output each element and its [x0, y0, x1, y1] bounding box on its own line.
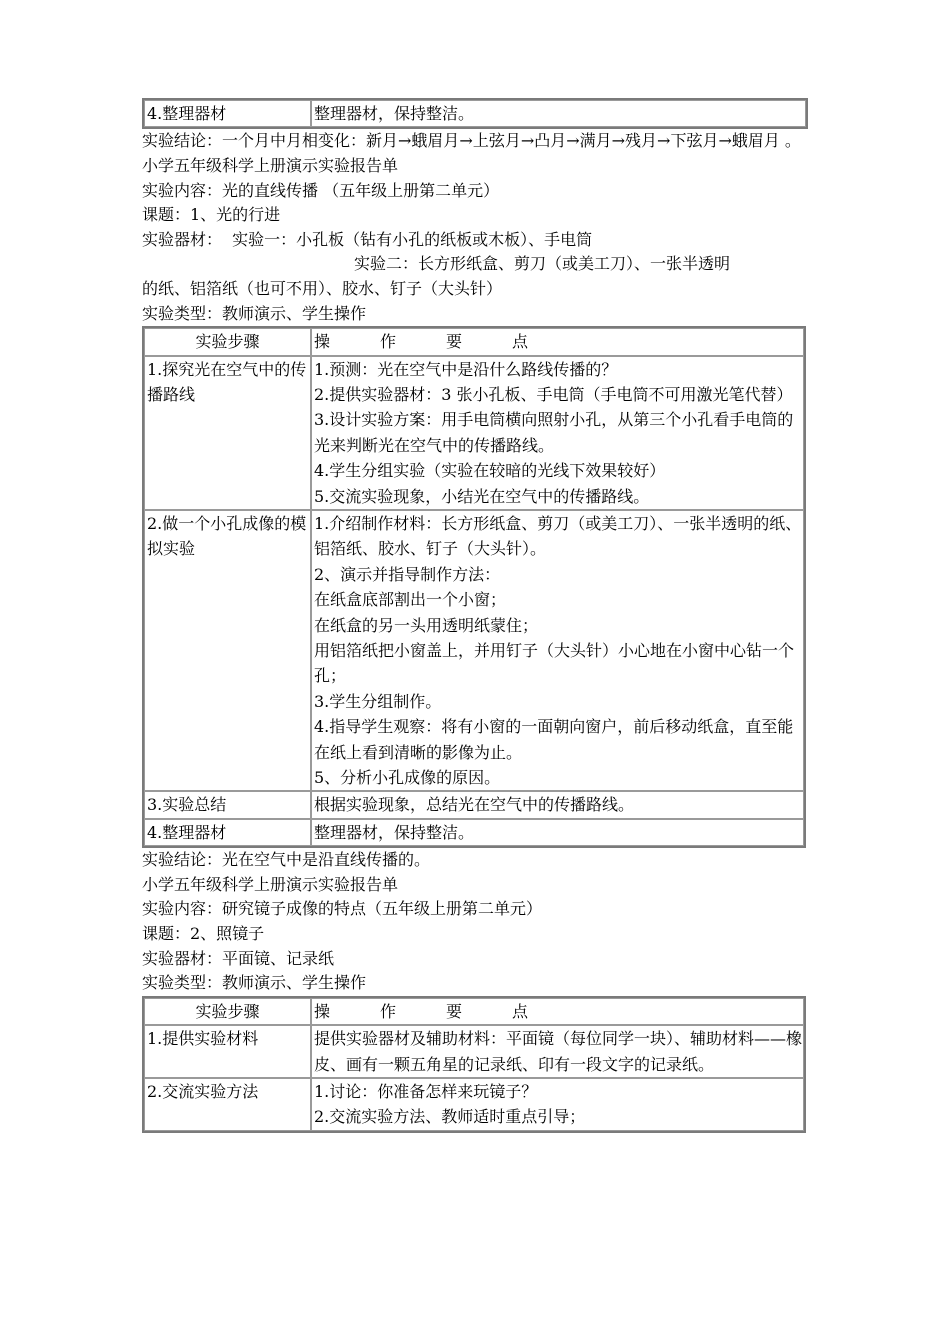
experiment-type: 实验类型：教师演示、学生操作 — [142, 303, 367, 323]
point-line: 2.交流实验方法、教师适时重点引导； — [314, 1107, 586, 1127]
points-cell — [311, 100, 806, 127]
header-steps: 实验步骤 — [144, 328, 311, 355]
step-cell: 4.整理器材 — [144, 819, 311, 846]
point-line: 整理器材，保持整洁。 — [314, 104, 475, 123]
points-cell — [311, 791, 804, 818]
point-line: 2、演示并指导制作方法： — [314, 564, 501, 584]
conclusion-text: 实验结论：一个月中月相变化：新月→蛾眉月→上弦月→凸月→满月→残月→下弦月→蛾眉月 。 — [142, 131, 801, 151]
document-page — [142, 98, 808, 1133]
header-char: 点 — [512, 1001, 529, 1021]
header-char: 要 — [446, 332, 463, 352]
point-line: 1.介绍制作材料：长方形纸盒、剪刀（或美工刀）、一张半透明的纸、铝箔纸、胶水、钉子（大头针）。 — [314, 514, 802, 559]
point-line: 3.学生分组制作。 — [314, 691, 442, 711]
equipment-line-1: 实验器材： 实验一：小孔板（钻有小孔的纸板或木板）、手电筒 — [142, 229, 593, 249]
points-cell — [311, 819, 804, 846]
header-char: 操 — [314, 332, 331, 352]
header-char: 点 — [512, 332, 529, 352]
point-line: 整理器材，保持整洁。 — [314, 822, 475, 842]
step-cell: 1.提供实验材料 — [144, 1025, 311, 1078]
point-line: 5、分析小孔成像的原因。 — [314, 768, 501, 788]
points-cell — [311, 510, 804, 791]
header-char: 作 — [380, 332, 397, 352]
header-char: 操 — [314, 1001, 331, 1021]
point-line: 1.讨论：你准备怎样来玩镜子？ — [314, 1082, 538, 1102]
step-cell: 2.做一个小孔成像的模拟实验 — [144, 510, 311, 791]
conclusion-text: 实验结论：光在空气中是沿直线传播的。 — [142, 850, 431, 870]
point-line: 4.学生分组实验（实验在较暗的光线下效果较好） — [314, 461, 666, 481]
equipment-line-2: 实验二：长方形纸盒、剪刀（或美工刀）、一张半透明 — [354, 254, 731, 274]
point-line: 2.提供实验器材：3 张小孔板、手电筒（手电筒不可用激光笔代替） — [314, 384, 793, 404]
experiment-table-0 — [142, 98, 808, 129]
points-cell — [311, 1025, 804, 1078]
header-steps: 实验步骤 — [144, 998, 311, 1025]
point-line: 4.指导学生观察：将有小窗的一面朝向窗户，前后移动纸盒，直至能在纸上看到清晰的影像为止。 — [314, 717, 794, 762]
points-cell — [311, 356, 804, 510]
experiment-table-1 — [142, 326, 806, 848]
experiment-content: 实验内容：研究镜子成像的特点（五年级上册第二单元） — [142, 899, 543, 919]
points-cell — [311, 1078, 804, 1131]
lesson-topic: 课题：1、光的行进 — [142, 205, 281, 225]
table-row — [144, 1078, 804, 1131]
point-line: 在纸盒的另一头用透明纸蒙住； — [314, 615, 539, 635]
step-cell: 2.交流实验方法 — [144, 1078, 311, 1131]
table-row — [144, 356, 804, 510]
table-row — [144, 510, 804, 791]
point-line: 在纸盒底部割出一个小窗； — [314, 590, 507, 610]
step-cell: 4.整理器材 — [144, 100, 311, 127]
experiment-content: 实验内容：光的直线传播 （五年级上册第二单元） — [142, 180, 500, 200]
point-line: 5.交流实验现象，小结光在空气中的传播路线。 — [314, 486, 650, 506]
header-char: 作 — [380, 1001, 397, 1021]
point-line: 提供实验器材及辅助材料：平面镜（每位同学一块）、辅助材料——橡皮、画有一颗五角星的记录纸、印有一段文字的记录纸。 — [314, 1029, 803, 1074]
lesson-topic: 课题：2、照镜子 — [142, 924, 265, 944]
table-row — [144, 1025, 804, 1078]
header-points — [311, 998, 804, 1025]
table-row — [144, 791, 804, 818]
experiment-table-2 — [142, 996, 806, 1133]
table-header-row — [144, 328, 804, 355]
header-char: 要 — [446, 1001, 463, 1021]
equipment-line-3: 的纸、铝箔纸（也可不用）、胶水、钉子（大头针） — [142, 278, 503, 298]
step-cell: 1.探究光在空气中的传播路线 — [144, 356, 311, 510]
step-cell: 3.实验总结 — [144, 791, 311, 818]
table-row — [144, 819, 804, 846]
table-header-row — [144, 998, 804, 1025]
point-line: 根据实验现象，总结光在空气中的传播路线。 — [314, 795, 635, 815]
header-points — [311, 328, 804, 355]
equipment-line: 实验器材：平面镜、记录纸 — [142, 948, 335, 968]
point-line: 3.设计实验方案：用手电筒横向照射小孔，从第三个小孔看手电筒的光来判断光在空气中的传播路线。 — [314, 410, 794, 455]
experiment-type: 实验类型：教师演示、学生操作 — [142, 973, 367, 993]
report-title: 小学五年级科学上册演示实验报告单 — [142, 156, 399, 175]
point-line: 用铝箔纸把小窗盖上，并用钉子（大头针）小心地在小窗中心钻一个孔； — [314, 641, 795, 686]
table-row — [144, 100, 806, 127]
report-title: 小学五年级科学上册演示实验报告单 — [142, 874, 399, 894]
point-line: 1.预测：光在空气中是沿什么路线传播的？ — [314, 359, 618, 379]
